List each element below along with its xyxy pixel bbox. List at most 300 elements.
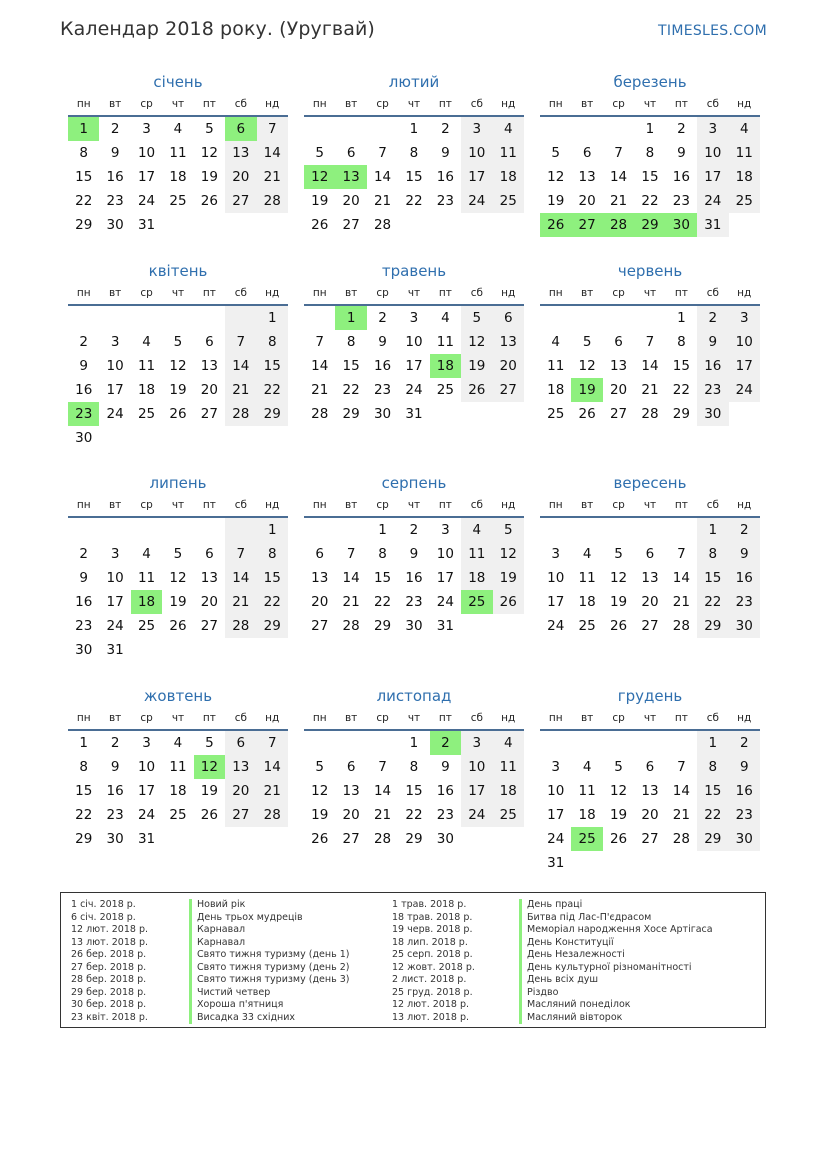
weekday-label: вт [580,98,594,110]
empty-day-cell [540,117,571,141]
day-cell: 26 [578,406,596,422]
day-cell: 2 [110,121,120,137]
weekday-label: ср [612,98,625,110]
legend-date: 29 бер. 2018 р. [71,986,147,998]
legend-holiday-name: Битва під Лас-П'єдрасом [519,912,713,925]
day-cell: 19 [169,594,187,610]
day-cell: 12 [578,358,596,374]
day-cell: 11 [729,141,760,165]
weekday-label: нд [501,499,516,511]
weekday-label: чт [643,98,657,110]
day-cell: 21 [373,807,392,823]
weekday-header [304,710,524,726]
day-grid [68,306,288,450]
legend-date: 12 жовт. 2018 р. [392,961,475,973]
legend-date: 26 бер. 2018 р. [71,949,147,960]
month-calendar [304,261,524,426]
weekday-label: сб [234,499,247,511]
day-cell: 16 [373,358,392,374]
day-cell: 20 [342,807,360,823]
day-cell: 18 [493,779,524,803]
day-cell: 5 [205,121,214,137]
weekday-label: ср [376,712,389,724]
day-cell: 17 [106,382,124,398]
day-cell: 1 [79,735,88,751]
day-cell: 7 [225,330,256,354]
day-cell: 28 [225,614,256,638]
day-grid [540,306,760,426]
day-cell: 27 [342,831,360,847]
weekday-header [68,710,288,726]
day-cell: 27 [641,618,659,634]
weekday-label: вт [580,287,594,299]
day-cell: 30 [729,614,760,638]
weekday-label: пн [76,499,91,511]
day-cell: 30 [697,402,728,426]
empty-day-cell [131,306,162,330]
day-cell: 4 [582,546,592,562]
day-cell: 28 [373,831,392,847]
weekday-label: вт [580,712,594,724]
day-cell: 4 [441,310,450,326]
day-cell: 20 [311,594,329,610]
day-cell: 27 [225,189,256,213]
legend-holiday-name: День трьох мудреців [189,912,349,925]
day-cell: 9 [79,570,88,586]
day-cell: 28 [225,402,256,426]
legend-date: 13 лют. 2018 р. [392,1011,469,1023]
day-cell: 15 [75,169,93,185]
day-cell: 1 [677,310,686,326]
day-cell: 19 [493,566,524,590]
weekday-label: пт [202,287,216,299]
day-cell: 19 [311,807,329,823]
weekday-label: вт [344,499,358,511]
day-cell: 11 [493,141,524,165]
day-cell: 15 [697,566,728,590]
empty-day-cell [304,117,335,141]
day-cell: 24 [547,618,565,634]
day-cell: 31 [137,217,156,233]
holiday-day-cell: 6 [225,117,256,141]
weekday-label: чт [407,98,421,110]
legend-holiday-name: Чистий четвер [189,987,349,1000]
holiday-day-cell: 18 [430,354,461,378]
day-cell: 7 [677,546,686,562]
day-cell: 14 [225,566,256,590]
day-cell: 5 [315,759,324,775]
empty-day-cell [540,306,571,330]
day-cell: 28 [257,189,288,213]
month-calendar [540,473,760,638]
day-cell: 5 [461,306,492,330]
day-cell: 15 [257,354,288,378]
empty-day-cell [666,731,697,755]
day-cell: 9 [79,358,88,374]
day-cell: 14 [672,783,690,799]
day-cell: 8 [409,759,419,775]
day-cell: 23 [373,382,392,398]
day-cell: 28 [257,803,288,827]
day-cell: 3 [409,310,419,326]
day-cell: 8 [697,542,728,566]
weekday-label: чт [407,287,421,299]
day-cell: 13 [342,783,360,799]
day-cell: 11 [547,358,565,374]
weekday-label: пт [674,98,688,110]
day-cell: 22 [373,594,392,610]
day-cell: 3 [110,546,120,562]
day-cell: 11 [169,759,187,775]
day-cell: 13 [641,783,659,799]
empty-day-cell [634,518,665,542]
day-cell: 27 [200,618,218,634]
day-cell: 25 [578,618,596,634]
day-cell: 15 [257,566,288,590]
day-cell: 9 [441,145,450,161]
legend-holiday-name: Масляний понеділок [519,999,713,1012]
weekday-label: пт [438,98,452,110]
day-cell: 30 [729,827,760,851]
day-grid [540,518,760,638]
weekday-label: нд [265,287,280,299]
day-cell: 14 [609,169,628,185]
weekday-label: сб [234,98,247,110]
empty-day-cell [367,117,398,141]
day-cell: 15 [342,358,360,374]
weekday-label: чт [171,287,185,299]
month-name: травень [381,262,447,280]
weekday-label: ср [140,712,153,724]
day-cell: 23 [729,590,760,614]
day-cell: 24 [106,406,124,422]
day-cell: 8 [409,145,419,161]
day-cell: 19 [169,382,187,398]
day-cell: 13 [641,570,659,586]
day-grid [68,731,288,851]
weekday-label: вт [108,98,122,110]
day-cell: 13 [609,358,628,374]
day-cell: 3 [142,121,151,137]
weekday-label: чт [407,499,421,511]
day-cell: 20 [342,193,360,209]
day-cell: 29 [342,406,360,422]
holiday-day-cell: 18 [131,590,162,614]
legend-date: 2 лист. 2018 р. [392,974,467,985]
day-grid [540,117,760,237]
empty-day-cell [571,117,602,141]
day-cell: 23 [436,807,454,823]
day-cell: 5 [315,145,324,161]
day-cell: 24 [461,189,492,213]
day-cell: 13 [225,755,256,779]
day-cell: 21 [257,165,288,189]
day-cell: 21 [672,807,690,823]
day-cell: 17 [137,783,156,799]
day-cell: 19 [609,594,628,610]
holiday-day-cell: 28 [603,213,634,237]
day-cell: 14 [373,783,392,799]
weekday-label: ср [140,287,153,299]
day-cell: 11 [461,542,492,566]
empty-day-cell [540,731,571,755]
legend-holiday-name: Масляний вівторок [519,1012,713,1025]
legend-date: 12 лют. 2018 р. [71,924,148,935]
day-cell: 7 [378,145,387,161]
day-cell: 7 [257,117,288,141]
empty-day-cell [304,731,335,755]
day-cell: 2 [677,121,686,137]
day-cell: 9 [697,330,728,354]
weekday-header [304,96,524,112]
day-cell: 26 [493,590,524,614]
weekday-label: нд [265,98,280,110]
day-cell: 7 [614,145,623,161]
legend-date: 30 бер. 2018 р. [71,999,147,1010]
legend-right-names [519,899,713,1024]
legend-date: 25 серп. 2018 р. [392,949,473,960]
legend-date: 6 січ. 2018 р. [71,911,136,923]
weekday-header [68,96,288,112]
day-cell: 2 [110,735,120,751]
day-cell: 8 [697,755,728,779]
day-cell: 11 [169,145,187,161]
legend-date: 12 лют. 2018 р. [392,999,469,1010]
legend-holiday-name: День всіх душ [519,974,713,987]
empty-day-cell [335,731,366,755]
day-cell: 10 [697,141,728,165]
day-cell: 17 [697,165,728,189]
day-cell: 24 [106,618,124,634]
day-cell: 11 [137,358,156,374]
day-cell: 29 [405,831,423,847]
day-cell: 13 [578,169,596,185]
weekday-label: сб [706,499,719,511]
day-cell: 26 [609,618,628,634]
empty-day-cell [634,306,665,330]
day-cell: 24 [137,807,156,823]
day-cell: 7 [645,334,655,350]
day-cell: 27 [311,618,329,634]
day-cell: 5 [582,334,592,350]
weekday-label: сб [706,712,719,724]
day-cell: 8 [79,759,88,775]
weekday-header [540,710,760,726]
legend-holiday-name: День Незалежності [519,949,713,962]
day-cell: 24 [547,831,565,847]
legend-date: 13 лют. 2018 р. [71,936,148,948]
day-cell: 22 [405,193,423,209]
day-cell: 31 [106,642,124,658]
holiday-day-cell: 1 [335,306,366,330]
weekday-label: пт [202,712,216,724]
day-cell: 16 [405,570,423,586]
day-cell: 8 [79,145,88,161]
day-cell: 1 [697,731,728,755]
day-cell: 6 [346,759,356,775]
day-cell: 7 [378,759,387,775]
weekday-label: ср [376,499,389,511]
weekday-label: сб [470,98,483,110]
empty-day-cell [634,731,665,755]
day-cell: 10 [137,145,156,161]
weekday-label: пт [438,499,452,511]
day-cell: 20 [225,165,256,189]
legend-left-names [189,899,349,1024]
day-cell: 4 [142,546,151,562]
day-cell: 14 [342,570,360,586]
day-cell: 3 [142,735,151,751]
month-calendar [68,686,288,851]
weekday-label: вт [344,287,358,299]
weekday-label: нд [737,499,752,511]
day-cell: 28 [672,618,690,634]
day-cell: 19 [461,354,492,378]
day-cell: 14 [225,354,256,378]
day-cell: 16 [672,169,690,185]
brand-link[interactable]: TIMESLES.COM [658,23,767,39]
weekday-label: вт [344,712,358,724]
weekday-label: чт [643,712,657,724]
day-cell: 6 [493,306,524,330]
day-cell: 17 [547,807,565,823]
day-cell: 29 [697,827,728,851]
weekday-label: нд [501,712,516,724]
empty-day-cell [99,306,130,330]
day-cell: 29 [75,831,93,847]
legend-date: 23 квіт. 2018 р. [71,1011,148,1023]
day-cell: 6 [582,145,592,161]
empty-day-cell [225,306,256,330]
day-cell: 27 [225,803,256,827]
day-cell: 5 [614,759,623,775]
empty-day-cell [603,731,634,755]
weekday-label: пн [76,98,91,110]
empty-day-cell [335,117,366,141]
day-cell: 7 [315,334,324,350]
month-calendar [540,686,760,875]
holiday-day-cell: 2 [430,731,461,755]
day-cell: 21 [641,382,659,398]
day-cell: 4 [493,731,524,755]
day-cell: 4 [173,735,183,751]
day-cell: 18 [461,566,492,590]
day-cell: 4 [142,334,151,350]
weekday-label: чт [407,712,421,724]
empty-day-cell [540,518,571,542]
weekday-label: ср [612,712,625,724]
weekday-label: пн [548,499,563,511]
holiday-day-cell: 27 [571,213,602,237]
day-cell: 25 [169,807,187,823]
weekday-label: вт [108,287,122,299]
day-cell: 26 [169,406,187,422]
day-cell: 19 [200,783,218,799]
holiday-day-cell: 29 [634,213,665,237]
day-cell: 19 [547,193,565,209]
empty-day-cell [367,731,398,755]
day-cell: 25 [493,189,524,213]
day-cell: 20 [641,594,659,610]
day-cell: 5 [493,518,524,542]
day-cell: 9 [677,145,686,161]
day-cell: 25 [169,193,187,209]
weekday-header [68,497,288,513]
day-cell: 23 [436,193,454,209]
day-cell: 3 [110,334,120,350]
weekday-label: пт [674,712,688,724]
day-cell: 19 [200,169,218,185]
empty-day-cell [162,306,193,330]
day-cell: 12 [200,145,218,161]
day-cell: 15 [405,169,423,185]
weekday-label: сб [470,287,483,299]
month-calendar [304,72,524,237]
day-cell: 6 [645,546,655,562]
empty-day-cell [68,518,99,542]
day-cell: 1 [257,518,288,542]
day-cell: 24 [697,189,728,213]
day-cell: 11 [493,755,524,779]
weekday-header [540,497,760,513]
weekday-label: пн [548,287,563,299]
day-cell: 25 [436,382,454,398]
weekday-label: пн [312,287,327,299]
day-cell: 24 [436,594,454,610]
day-cell: 16 [75,594,93,610]
day-cell: 26 [169,618,187,634]
weekday-label: нд [737,712,752,724]
day-cell: 28 [311,406,329,422]
day-cell: 15 [697,779,728,803]
day-cell: 21 [311,382,329,398]
day-cell: 29 [697,614,728,638]
day-cell: 4 [582,759,592,775]
day-cell: 10 [436,546,454,562]
day-cell: 22 [697,803,728,827]
day-cell: 28 [672,831,690,847]
weekday-label: чт [171,98,185,110]
day-cell: 7 [677,759,686,775]
day-cell: 1 [409,121,419,137]
day-cell: 14 [311,358,329,374]
day-cell: 17 [137,169,156,185]
day-cell: 12 [311,783,329,799]
month-calendar [68,261,288,450]
day-cell: 29 [75,217,93,233]
day-cell: 26 [609,831,628,847]
day-cell: 30 [75,430,93,446]
weekday-label: пт [202,98,216,110]
day-cell: 20 [493,354,524,378]
day-cell: 24 [729,378,760,402]
empty-day-cell [162,518,193,542]
weekday-label: нд [501,287,516,299]
weekday-header [304,497,524,513]
day-cell: 16 [436,783,454,799]
month-calendar [304,686,524,851]
day-cell: 23 [729,803,760,827]
month-calendar [540,261,760,426]
day-cell: 27 [200,406,218,422]
day-cell: 1 [645,121,655,137]
month-calendar [540,72,760,237]
day-cell: 27 [609,406,628,422]
legend-holiday-name: Різдво [519,987,713,1000]
day-cell: 25 [137,618,156,634]
day-cell: 2 [697,306,728,330]
day-cell: 4 [551,334,560,350]
